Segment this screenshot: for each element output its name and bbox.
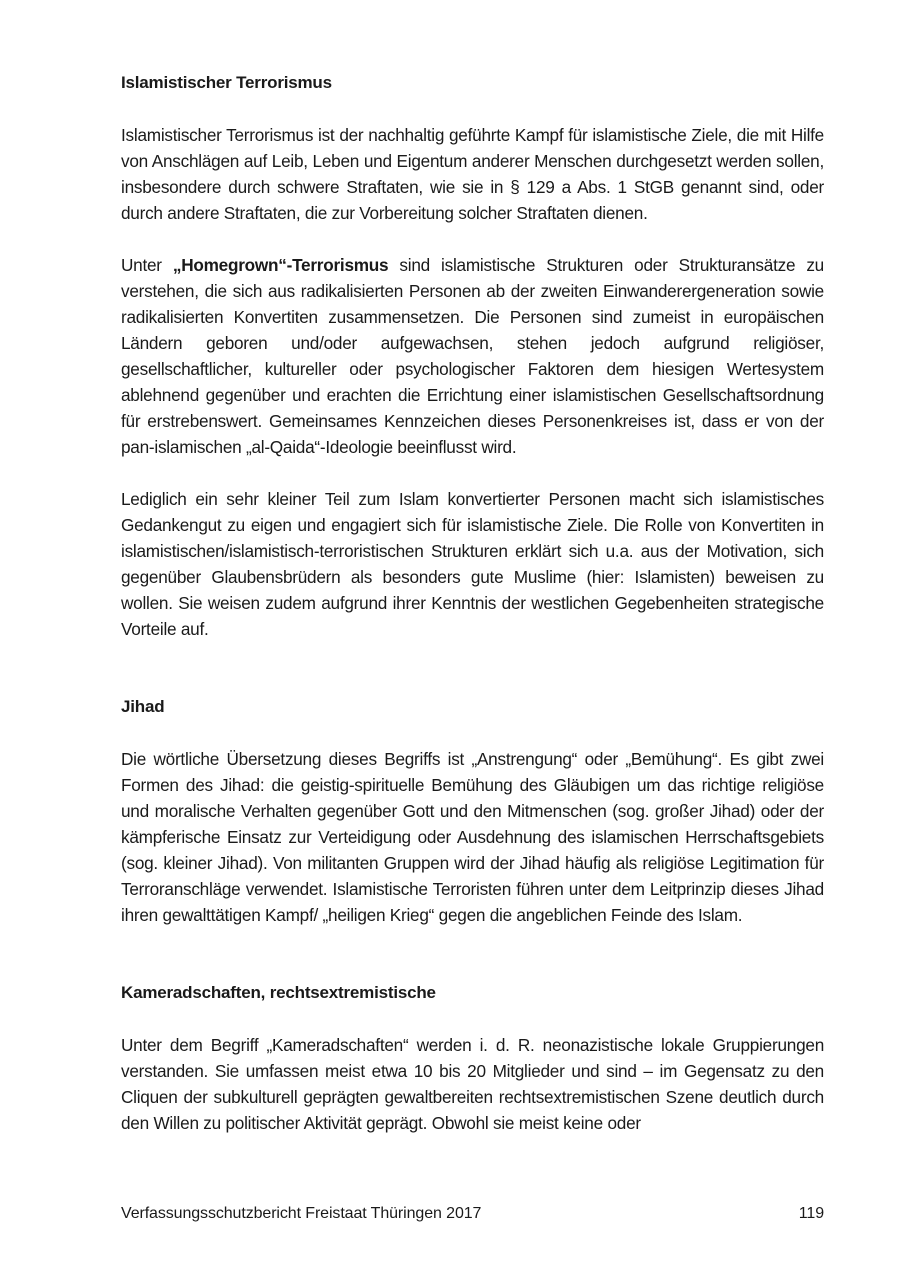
- homegrown-term: „Homegrown“-Terrorismus: [172, 255, 389, 275]
- paragraph-terrorismus-definition: Islamistischer Terrorismus ist der nachhaltig geführte Kampf für islamistische Ziele, die mit Hilfe von Anschlägen auf Leib, Leben und Eigentum anderer Menschen durchgesetzt werden sollen, insbesondere durch schwere Straftaten, wie sie in § 129 a Abs. 1 StGB genannt sind, oder durch andere Straftaten, die zur Vorbereitung solcher Straftaten dienen.: [121, 125, 824, 223]
- paragraph-konvertiten: Lediglich ein sehr kleiner Teil zum Islam konvertierter Personen macht sich islamistisches Gedankengut zu eigen und engagiert sich für islamistische Ziele. Die Rolle von Konvertiten in islamistischen/islamistisch-terroristischen Strukturen erklärt sich u.a. aus der Motivation, sich gegenüber Glaubensbrüdern als besonders gute Muslime (hier: Islamisten) beweisen zu wollen. Sie weisen zudem aufgrund ihrer Kenntnis der westlichen Gegebenheiten strategische Vorteile auf.: [121, 489, 824, 639]
- section-heading-kameradschaften: Kameradschaften, rechtsextremistische: [121, 983, 436, 1002]
- homegrown-rest: sind islamistische Strukturen oder Strukturansätze zu verstehen, die sich aus radikalisierten Personen ab der zweiten Einwanderergeneration sowie radikalisierten Konvertiten zusammensetzen. Die Personen sind zumeist in europäischen Ländern geboren und/oder aufgewachsen, stehen jedoch aufgrund religiöser, gesellschaftlicher, kultureller oder psychologischer Faktoren dem hiesigen Wertesystem ablehnend gegenüber und erachten die Errichtung einer islamistischen Gesellschaftsordnung für erstrebenswert. Gemeinsames Kennzeichen dieses Personenkreises ist, dass er von der pan-islamischen „al-Qaida“-Ideologie beeinflusst wird.: [121, 255, 824, 457]
- paragraph-homegrown-terrorismus: [121, 252, 824, 460]
- section-heading-jihad: Jihad: [121, 697, 165, 716]
- paragraph-jihad: Die wörtliche Übersetzung dieses Begriffs ist „Anstrengung“ oder „Bemühung“. Es gibt zwei Formen des Jihad: die geistig-spirituelle Bemühung des Gläubigen um das richtige religiöse und moralische Verhalten gegenüber Gott und den Mitmenschen (sog. großer Jihad) oder der kämpferische Einsatz zur Verteidigung oder Ausdehnung des islamischen Herrschaftsgebiets (sog. kleiner Jihad). Von militanten Gruppen wird der Jihad häufig als religiöse Legitimation für Terroranschläge verwendet. Islamistische Terroristen führen unter dem Leitprinzip dieses Jihad ihren gewalttätigen Kampf/ „heiligen Krieg“ gegen die angeblichen Feinde des Islam.: [121, 749, 824, 925]
- page-number: 119: [798, 1205, 824, 1222]
- page-body: [121, 70, 824, 1136]
- homegrown-prefix: Unter: [121, 255, 173, 275]
- footer-title: Verfassungsschutzbericht Freistaat Thüringen 2017: [121, 1205, 482, 1222]
- paragraph-kameradschaften: Unter dem Begriff „Kameradschaften“ werden i. d. R. neonazistische lokale Gruppierungen verstanden. Sie umfassen meist etwa 10 bis 20 Mitglieder und sind – im Gegensatz zu den Cliquen der subkulturell geprägten gewaltbereiten rechtsextremistischen Szene deutlich durch den Willen zu politischer Aktivität geprägt. Obwohl sie meist keine oder: [121, 1035, 824, 1133]
- section-heading-islamistischer-terrorismus: Islamistischer Terrorismus: [121, 73, 332, 92]
- page-footer: [121, 1202, 824, 1226]
